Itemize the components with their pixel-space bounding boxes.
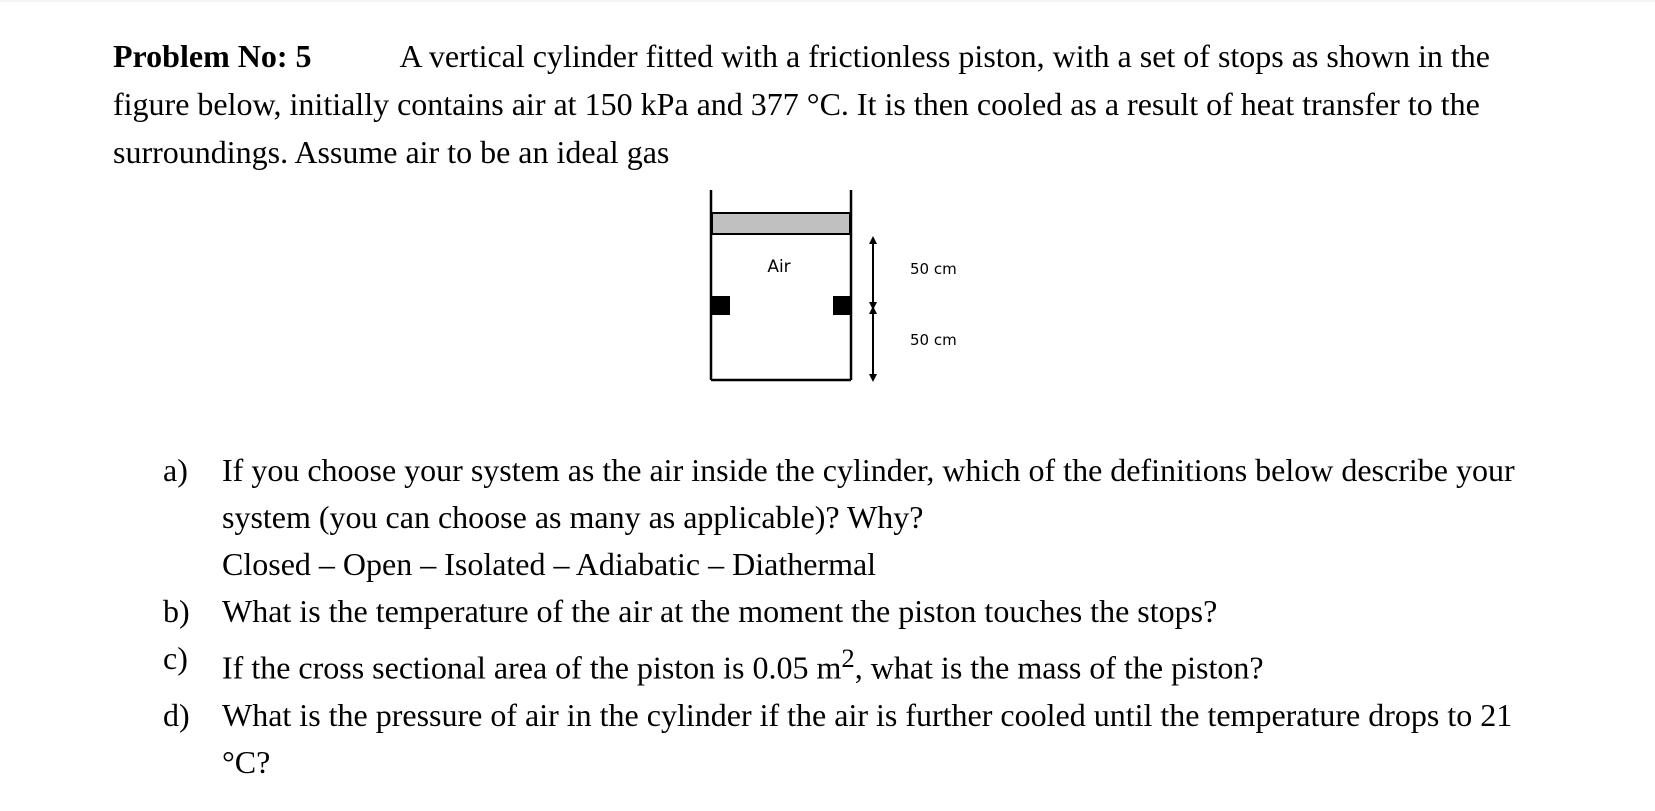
question-text: If the cross sectional area of the piston is 0.05 m (222, 649, 842, 686)
question-d (163, 692, 1543, 786)
problem-label: Problem No: 5 (113, 38, 312, 74)
question-c (163, 635, 1543, 692)
area-exponent: 2 (841, 643, 855, 673)
piston (712, 213, 850, 234)
problem-text: A vertical cylinder fitted with a frictionless piston, with a set of stops as shown in the figure below, initially contains air at 150 kPa and 377 °C. It is then cooled as a result of heat transfer to the surroundings. Assume air to be an ideal gas (113, 38, 1490, 170)
upper-dimension-label: 50 cm (910, 260, 957, 278)
question-marker: b) (163, 593, 190, 629)
system-options: Closed – Open – Isolated – Adiabatic – Diathermal (222, 546, 877, 582)
question-a (163, 447, 1543, 588)
lower-dimension-label: 50 cm (910, 331, 957, 349)
question-marker: d) (163, 696, 190, 733)
question-list (163, 447, 1543, 786)
cylinder-figure (700, 190, 980, 410)
question-text: What is the temperature of the air at the moment the piston touches the stops? (222, 593, 1218, 629)
left-stop (712, 296, 730, 315)
problem-statement (113, 32, 1533, 176)
question-text: If you choose your system as the air inside the cylinder, which of the definitions below describe your system (you can choose as many as applicable)? Why? (222, 452, 1515, 535)
gas-label: Air (767, 257, 791, 277)
right-stop (833, 296, 851, 315)
cylinder-diagram (700, 190, 980, 410)
question-text: What is the pressure of air in the cylinder if the air is further cooled until the temperature drops to 21 °C? (222, 696, 1513, 780)
question-marker: a) (163, 452, 188, 488)
question-b (163, 588, 1543, 635)
question-text-end: , what is the mass of the piston? (854, 649, 1264, 686)
question-marker: c) (163, 640, 188, 676)
page-top-rule (0, 0, 1655, 2)
